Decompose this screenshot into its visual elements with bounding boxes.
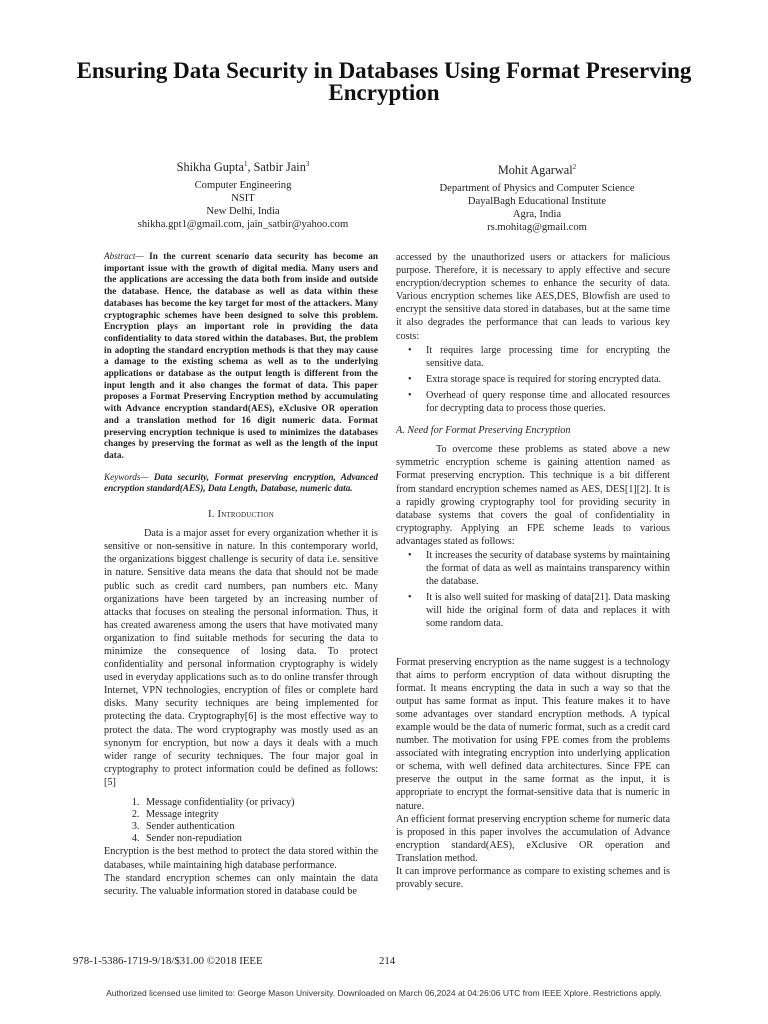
author-names-2: Mohit Agarwal$^2$ [497, 163, 577, 178]
section-heading-introduction: I. Introduction [208, 509, 274, 521]
fpe-overview-paragraph: To overcome these problems as stated above a new symmetric encryption scheme is gaining attention named as Format preserving encryption. This technique is a bit different from standard encryption schemes named as AES, DES[1][2]. It is a rapidly growing cryptography tool for providing security in database systems that covers the goal of confidentiality in cryptography. Applying an FPE scheme leads to various advantages stated as follows: [396, 444, 670, 547]
list-item: 4. Sender non-repudiation [142, 833, 378, 845]
bullet-icon: • [408, 373, 412, 385]
fpe-definition-paragraph: Format preserving encryption as the name suggest is a technology that aims to perform encryption of data without disrupting the format. It means encrypting the data in such a way so that the output has same format as input. This feature makes it to have some advantages over standard encryption methods. A typical example would be the data of numeric format, such as a credit card number. The motivation for using FPE comes from the problems associated with integrating encryption into underlying application or schema, with well defined data architectures. Since FPE can preserve the output in the same format as the input, it is appropriate to encrypt the format-sensitive data that is numeric in nature. [396, 656, 670, 812]
list-item: • It requires large processing time for encrypting the sensitive data. [408, 344, 670, 369]
affiliation-institute-2: DayalBagh Educational Institute [467, 196, 607, 208]
author-affiliation-2 [408, 160, 666, 234]
list-item: 1. Message confidentiality (or privacy) [142, 797, 378, 809]
intro-paragraph: Data is a major asset for every organization whether it is sensitive or non-sensitive in nature. In this contemporary world, the organizations biggest challenge is security of data i.e. sensitive in nature. Sensitive data means the data that should not be made public such as credit card numbers, pan numbers etc. Many organizations have been targeted by an increasing number of attacks that focuses on stealing the personal information. Thus, it has created awareness among the users that have motivated many organization to find suitable methods for securing the data to minimize the consequence of losing data. To protect confidentiality and personal information cryptography is widely used in everyday applications such as to do online transfer through Internet, VPN technologies, encryption of files or complete hard disks. Many security techniques are being implemented for protecting the data. Cryptography[6] is the most effective way to protect the data. The word cryptography was mostly used as an synonym for encryption, but now a days it deals with a much wider range of security techniques. The four major goal in cryptography to protect information could be defined as follows: [5] [104, 528, 378, 788]
list-item: • Extra storage space is required for storing encrypted data. [408, 373, 662, 385]
abstract: Abstract— In the current scenario data security has become an important issue with the growth of digital media. Many users and the applications are accessing the data both from inside and outside the database. Hence, the database as well as data within these databases has become the key target for most of the attackers. Many cryptographic schemes have been designed to solve this problem. Encryption plays an important role in providing the data confidentiality to data stored within the databases. But, the problem in adopting the standard encryption methods is that they may cause a damage to the existing schema as well as to the underlying applications or database as the output length is different from the input length and it also changes the format of data. This paper proposes a Format Preserving Encryption method by accumulating with Advance encryption standard(AES), eXclusive OR operation and a translation method for 16 digit numeric data. Format preserving encryption technique is used to minimizes the databases changes by preserving the format as well as the length of the input data. [104, 251, 378, 460]
list-item: • It increases the security of database systems by maintaining the format of data as well as maintains transparency within the database. [408, 549, 670, 588]
list-item: • Overhead of query response time and allocated resources for decrypting data to process those queries. [408, 389, 670, 415]
cryptography-goals-list [104, 797, 378, 845]
left-column [104, 251, 378, 898]
performance-paragraph: It can improve performance as compare to existing schemes and is provably secure. [396, 866, 670, 891]
license-notice: Authorized licensed use limited to: George Mason University. Downloaded on March 06,2024 at 04:26:06 UTC from IEEE Xplore. Restrictions apply. [106, 988, 662, 998]
proposed-scheme-paragraph: An efficient format preserving encryption scheme for numeric data is proposed in this paper involves the accumulation of Advance encryption standard(AES), eXclusive OR operation and Translation method. [396, 813, 670, 864]
affiliation-location-1: New Delhi, India [206, 206, 280, 218]
advantages-list [396, 549, 670, 631]
bullet-icon: • [408, 592, 412, 604]
paper-title: Ensuring Data Security in Databases Using Format Preserving Encryption [76, 58, 692, 105]
paragraph-spacer [396, 634, 670, 656]
affiliation-institute-1: NSIT [231, 193, 255, 205]
bullet-icon: • [408, 549, 412, 561]
keywords: Keywords— Data security, Format preserving encryption, Advanced encryption standard(AES), Data Length, Database, numeric data. [104, 471, 379, 494]
author-names-1: Shikha Gupta$^1$, Satbir Jain$^3$ [176, 160, 310, 175]
standard-schemes-paragraph: The standard encryption schemes can only maintain the data security. The valuable information stored in database could be [104, 872, 378, 897]
affiliation-dept-2: Department of Physics and Computer Science [439, 183, 635, 195]
list-item: 2. Message integrity [142, 809, 378, 821]
affiliation-dept-1: Computer Engineering [194, 180, 292, 192]
author-affiliation-1 [108, 157, 378, 231]
bullet-icon: • [408, 344, 412, 356]
isbn-copyright: 978-1-5386-1719-9/18/$31.00 ©2018 IEEE [73, 955, 263, 967]
subsection-heading: A. Need for Format Preserving Encryption [396, 425, 571, 437]
continued-paragraph: accessed by the unauthorized users or attackers for malicious purpose. Therefore, it is necessary to apply effective and secure encryption/decryption schemes to enhance the security of data. Various encryption schemes like AES,DES, Blowfish are used to encrypt the sensitive data stored in databases, but at the same time it also degrades the performance that can leads to various key costs: [396, 252, 670, 342]
right-column [396, 251, 670, 891]
affiliation-location-2: Agra, India [512, 209, 562, 221]
encryption-paragraph: Encryption is the best method to protect the data stored within the databases, while maintaining high database performance. [104, 846, 378, 871]
author-email-2: rs.mohitag@gmail.com [487, 222, 587, 234]
key-costs-list [396, 344, 670, 415]
bullet-icon: • [408, 389, 412, 401]
list-item: 3. Sender authentication [142, 821, 378, 833]
page-number: 214 [379, 955, 396, 967]
list-item: • It is also well suited for masking of data[21]. Data masking will hide the original form of data and replaces it with some random data. [408, 592, 670, 630]
author-email-1: shikha.gpt1@gmail.com, jain_satbir@yahoo.com [137, 219, 349, 231]
